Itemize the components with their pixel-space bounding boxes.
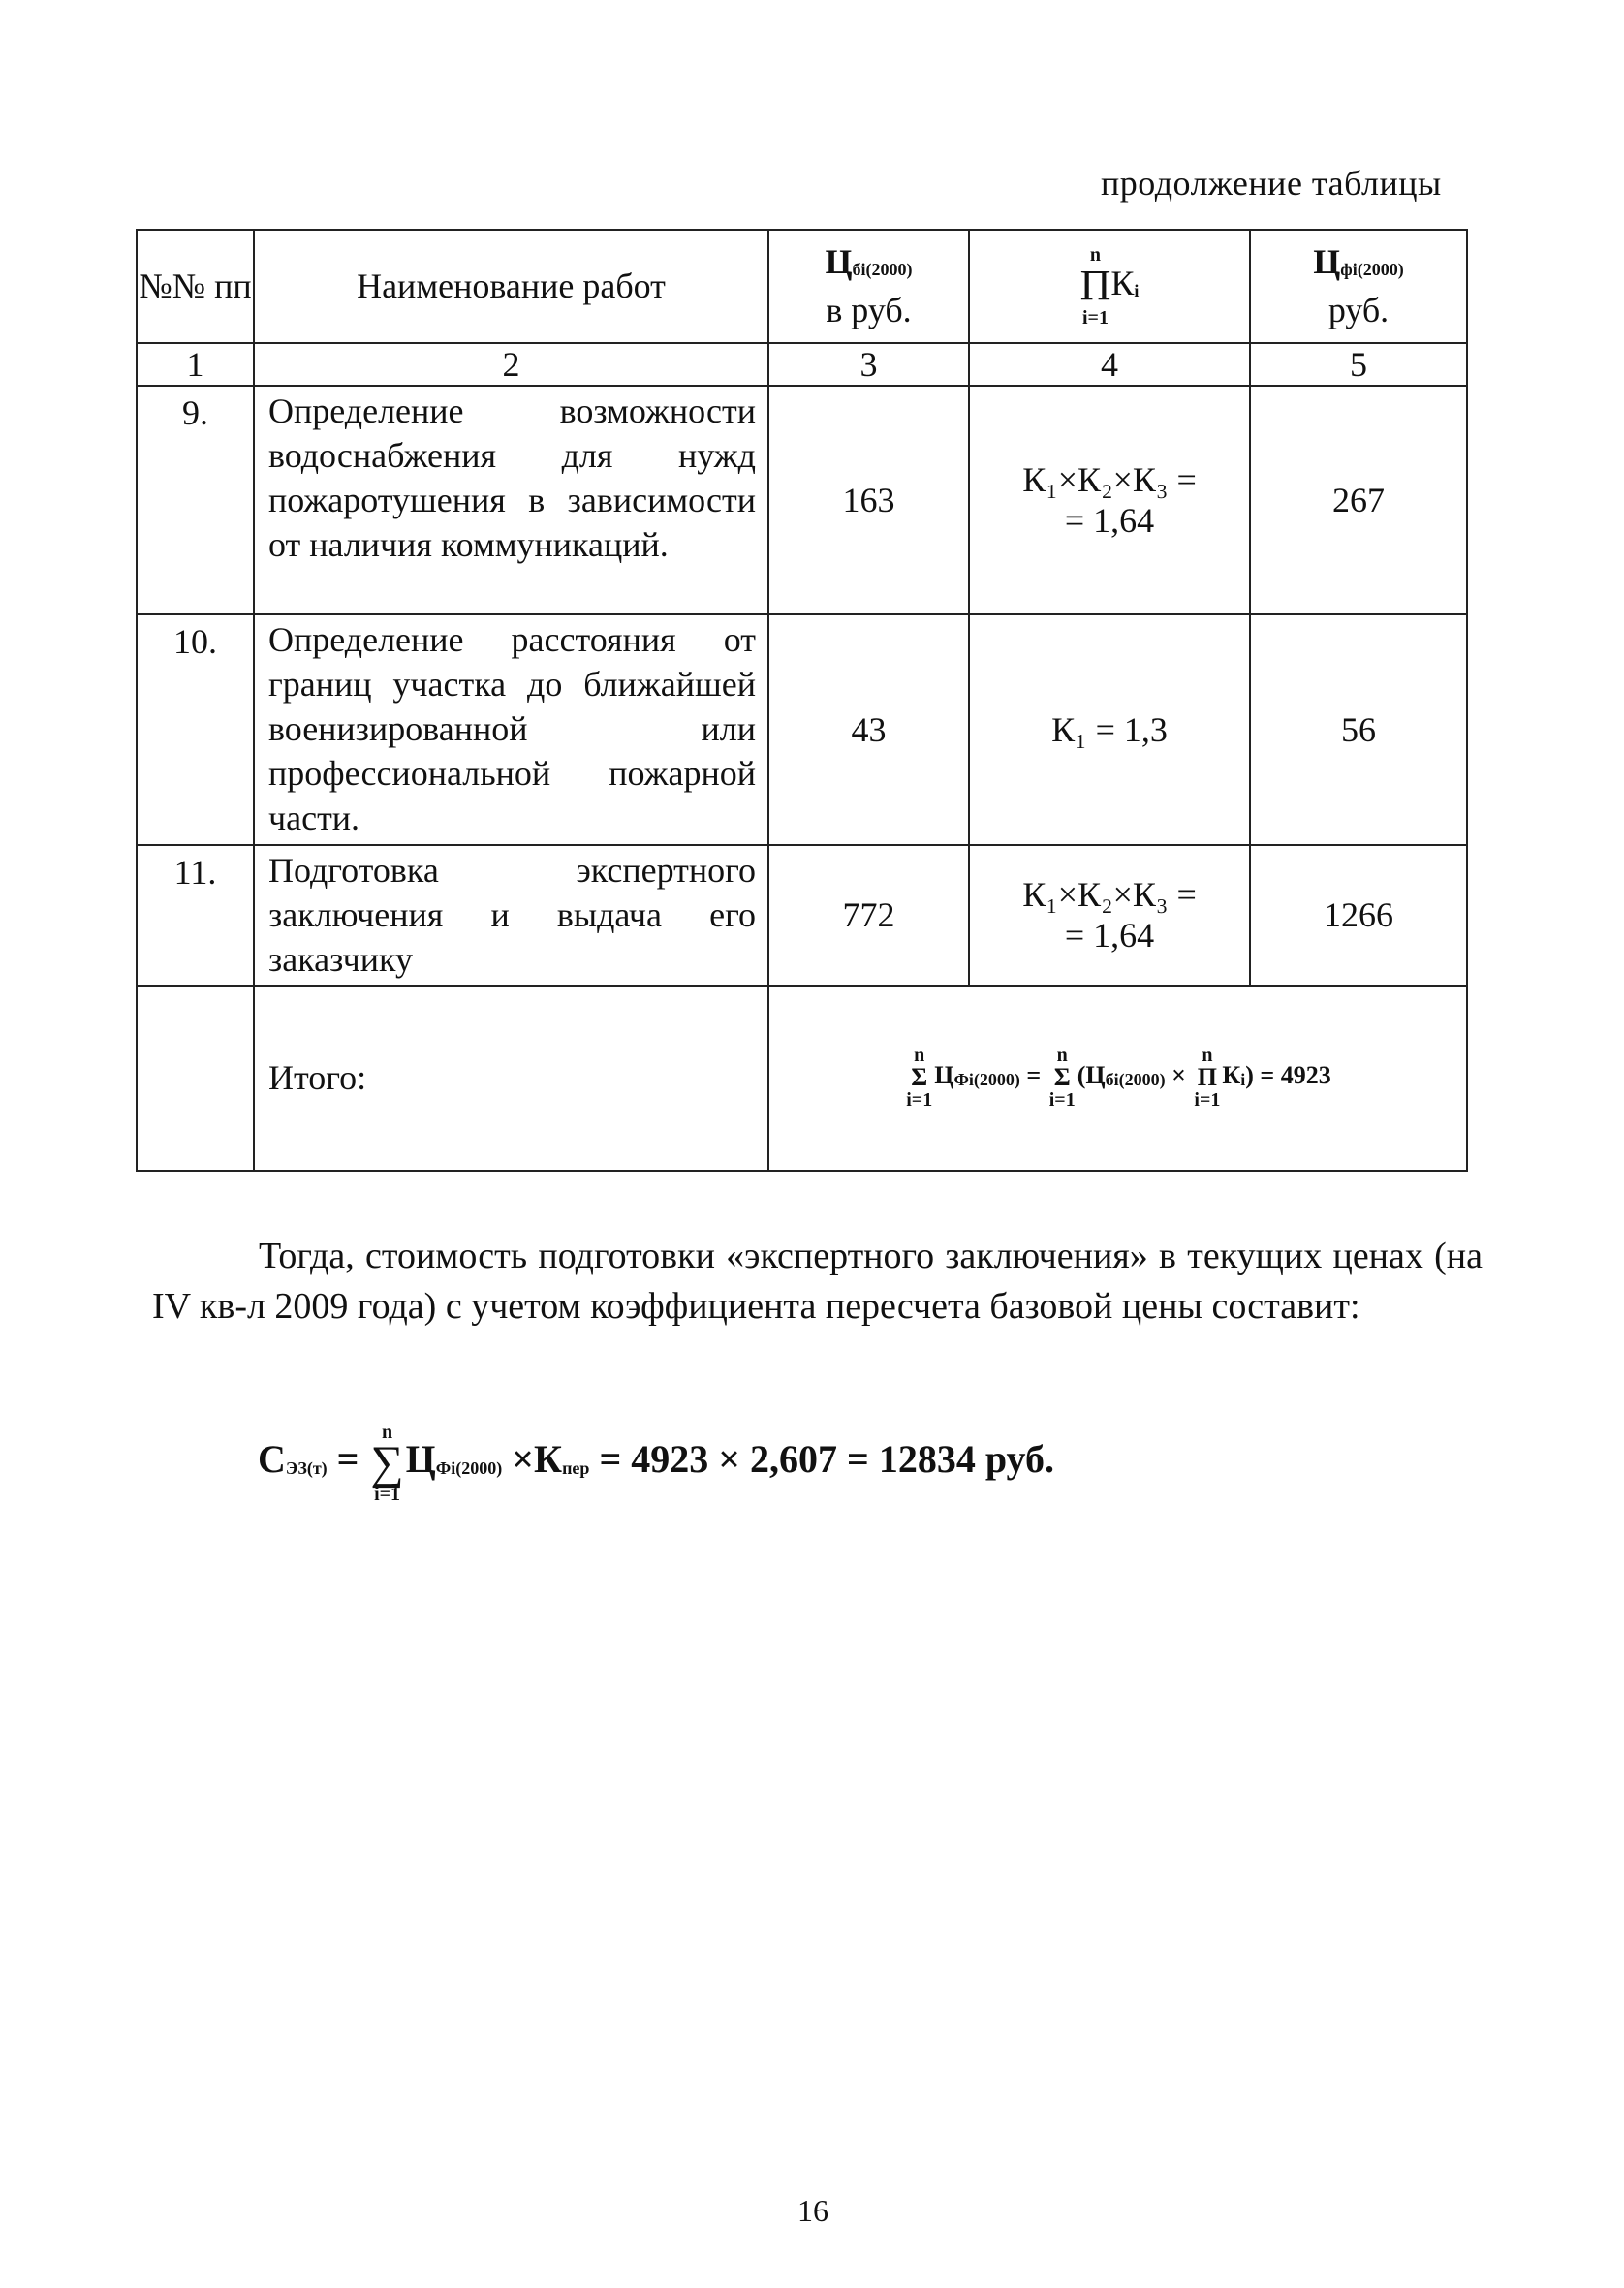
total-formula [768,986,1467,1171]
column-index: 5 [1250,343,1467,386]
table-continuation-caption: продолжение таблицы [1101,164,1442,203]
product-operator [1194,1046,1220,1110]
column-index: 1 [137,343,254,386]
sum-operator [1049,1046,1076,1110]
base-price-symbol: Ц [825,242,853,282]
sum-lower: i=1 [1048,1089,1076,1112]
term-final-price: Ц [934,1061,954,1090]
total-row [137,986,1467,1171]
sum-upper: n [382,1422,393,1443]
row-number: 9. [137,386,254,614]
total-result: ) = 4923 [1245,1061,1331,1090]
sum-symbol: Σ [911,1063,928,1092]
row-coefficient [969,614,1250,845]
sum-operator [906,1046,932,1110]
row-final-price: 56 [1250,614,1467,845]
formula-lhs-sub: ЭЗ(т) [285,1458,328,1479]
row-final-price: 267 [1250,386,1467,614]
product-lower: i=1 [1194,1089,1221,1112]
sum-upper: n [1056,1045,1068,1067]
row-coefficient [969,386,1250,614]
formula-times-k: ×К [512,1437,563,1482]
coefficient-line: = 1,64 [1064,916,1155,956]
final-price-symbol: Ц [1313,242,1341,282]
base-price-subscript: бi(2000) [852,260,913,280]
term-base-price-idx: (2000) [1118,1070,1166,1090]
coefficient-k-sub: i [1134,280,1140,300]
table-row [137,386,1467,614]
header-num: №№ пп [137,230,254,343]
table-row [137,614,1467,845]
header-name: Наименование работ [254,230,768,343]
final-cost-formula [258,1423,1054,1504]
product-upper: n [1089,243,1102,266]
row-final-price: 1266 [1250,845,1467,986]
equals-sign: = [1026,1061,1042,1090]
cost-table [136,229,1468,1172]
header-base-price [768,230,969,343]
table-row [137,845,1467,986]
column-index: 2 [254,343,768,386]
column-index: 3 [768,343,969,386]
formula-term-sub: Фi [435,1458,456,1479]
coefficient-k: К [1110,263,1135,302]
table-header-row [137,230,1467,343]
row-base-price: 43 [768,614,969,845]
term-final-price-sub: Фi [953,1070,974,1090]
formula-term-idx: (2000) [455,1458,503,1479]
row-base-price: 163 [768,386,969,614]
product-lower: i=1 [1082,306,1109,329]
term-base-price-sub: бi [1105,1070,1119,1090]
product-upper: n [1202,1045,1213,1067]
row-name: Определение возможности водоснабжения для нужд пожаротушения в зависимости от наличия коммуникаций. [254,386,768,614]
formula-result: = 4923 × 2,607 = 12834 руб. [599,1437,1055,1482]
base-price-unit: в руб. [826,291,912,330]
row-name: Подготовка экспертного заключения и выдача его заказчику [254,845,768,986]
body-paragraph: Тогда, стоимость подготовки «экспертного заключения» в текущих ценах (на IV кв-л 2009 года) с учетом коэффициента пересчета базовой цены составит: [152,1236,1483,1327]
header-coefficient [969,230,1250,343]
final-price-unit: руб. [1327,291,1390,330]
term-k: К [1222,1061,1241,1090]
total-label: Итого: [254,986,768,1171]
header-final-price [1250,230,1467,343]
times-sign: × [1171,1061,1186,1090]
sum-upper: n [914,1045,925,1067]
sum-lower: i=1 [374,1484,401,1505]
page-number: 16 [797,2193,828,2228]
row-coefficient [969,845,1250,986]
row-number: 11. [137,845,254,986]
row-name: Определение расстояния от границ участка до ближайшей военизированной или профессиональной пожарной части. [254,614,768,845]
coefficient-line: К₁ = 1,3 [1051,709,1168,749]
column-index: 4 [969,343,1250,386]
final-price-subscript: фi(2000) [1340,260,1404,280]
coefficient-line: К₁×К₂×К₃ = [1022,459,1197,499]
product-symbol: П [1197,1063,1218,1092]
formula-lhs: С [258,1437,286,1482]
sum-operator [370,1423,403,1504]
term-final-price-idx: (2000) [973,1070,1020,1090]
formula-equals: = [336,1437,359,1482]
formula-term: Ц [405,1437,436,1482]
term-k-sub: i [1240,1070,1246,1090]
row-base-price: 772 [768,845,969,986]
term-base-price: (Ц [1077,1061,1106,1090]
total-num-empty [137,986,254,1171]
sum-lower: i=1 [906,1089,933,1112]
product-operator [1080,245,1111,328]
product-symbol: П [1079,261,1111,309]
formula-k-sub: пер [562,1458,590,1479]
sum-symbol: Σ [1053,1063,1071,1092]
coefficient-line: = 1,64 [1064,500,1155,540]
row-number: 10. [137,614,254,845]
sum-symbol: ∑ [370,1437,404,1489]
column-index-row [137,343,1467,386]
coefficient-line: К₁×К₂×К₃ = [1022,875,1197,915]
